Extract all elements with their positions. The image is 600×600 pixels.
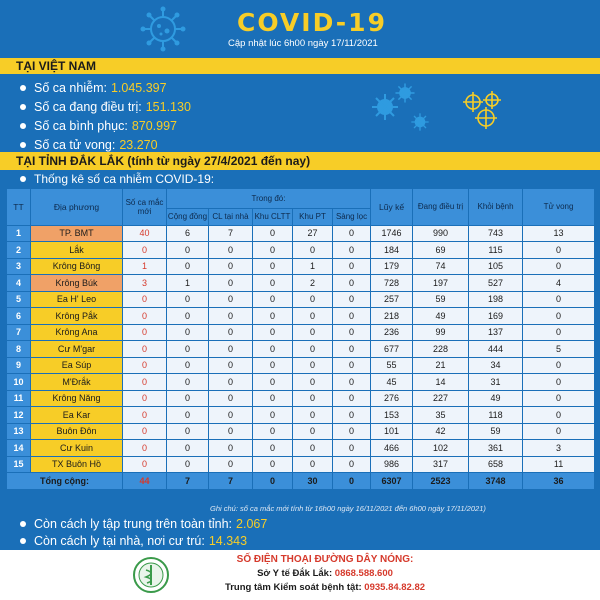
col-header-within: Trong đó: — [167, 189, 371, 209]
cell-pt: 0 — [293, 291, 333, 308]
total-screen: 0 — [333, 473, 371, 490]
col-header-deaths: Tử vong — [523, 189, 595, 226]
table-row — [7, 374, 595, 391]
cell-community: 0 — [167, 440, 209, 457]
cell-screen: 0 — [333, 341, 371, 358]
cell-cum: 45 — [371, 374, 413, 391]
quarantine-value: 14.343 — [208, 533, 248, 548]
cell-community: 0 — [167, 423, 209, 440]
row-place: Krông Ana — [31, 324, 123, 341]
cell-community: 0 — [167, 258, 209, 275]
cell-cl: 0 — [209, 291, 253, 308]
cell-community: 0 — [167, 407, 209, 424]
cell-rec: 31 — [469, 374, 523, 391]
cell-treat: 228 — [413, 341, 469, 358]
cell-rec: 59 — [469, 423, 523, 440]
cell-screen: 0 — [333, 440, 371, 457]
cell-community: 0 — [167, 456, 209, 473]
virus-icon — [410, 112, 430, 132]
total-cum: 6307 — [371, 473, 413, 490]
cell-cltt: 0 — [253, 374, 293, 391]
total-community: 7 — [167, 473, 209, 490]
table-row — [7, 440, 595, 457]
quarantine-home — [20, 532, 267, 549]
cell-cl: 0 — [209, 242, 253, 259]
header — [0, 0, 600, 58]
cell-screen: 0 — [333, 275, 371, 292]
cell-community: 0 — [167, 324, 209, 341]
cell-cum: 101 — [371, 423, 413, 440]
row-index: 3 — [7, 258, 31, 275]
col-header-new: Số ca mắc mới — [123, 189, 167, 226]
cell-treat: 49 — [413, 308, 469, 325]
cell-cum: 257 — [371, 291, 413, 308]
cell-new: 0 — [123, 440, 167, 457]
cell-community: 0 — [167, 341, 209, 358]
bullet-icon — [20, 104, 26, 110]
total-cl: 7 — [209, 473, 253, 490]
cell-death: 4 — [523, 275, 595, 292]
cell-death: 0 — [523, 390, 595, 407]
cell-cltt: 0 — [253, 390, 293, 407]
bullet-icon — [20, 85, 26, 91]
hotline-label: Sở Y tế Đắk Lắk: — [257, 568, 335, 579]
cell-cum: 276 — [371, 390, 413, 407]
cell-pt: 0 — [293, 440, 333, 457]
total-cltt: 0 — [253, 473, 293, 490]
virus-icon — [394, 82, 416, 104]
cell-rec: 444 — [469, 341, 523, 358]
cell-treat: 990 — [413, 225, 469, 242]
cell-treat: 102 — [413, 440, 469, 457]
cell-pt: 0 — [293, 456, 333, 473]
table-row — [7, 275, 595, 292]
cell-new: 0 — [123, 423, 167, 440]
row-index: 11 — [7, 390, 31, 407]
hotline-cdc — [200, 582, 450, 593]
cell-death: 0 — [523, 291, 595, 308]
cell-community: 0 — [167, 390, 209, 407]
cell-cltt: 0 — [253, 258, 293, 275]
quarantine-value: 2.067 — [236, 516, 268, 531]
cell-new: 0 — [123, 390, 167, 407]
cell-treat: 227 — [413, 390, 469, 407]
stat-recovered — [20, 116, 191, 135]
cell-cltt: 0 — [253, 440, 293, 457]
cell-screen: 0 — [333, 242, 371, 259]
cell-cl: 0 — [209, 390, 253, 407]
col-header-recovered: Khỏi bệnh — [469, 189, 523, 226]
cell-treat: 14 — [413, 374, 469, 391]
row-place: Ea Kar — [31, 407, 123, 424]
cell-cum: 986 — [371, 456, 413, 473]
row-place: Krông Búk — [31, 275, 123, 292]
cell-cl: 0 — [209, 374, 253, 391]
cell-death: 0 — [523, 242, 595, 259]
subtitle-text: Thống kê số ca nhiễm COVID-19: — [34, 172, 215, 186]
total-rec: 3748 — [469, 473, 523, 490]
cell-rec: 169 — [469, 308, 523, 325]
cell-death: 13 — [523, 225, 595, 242]
cell-pt: 0 — [293, 341, 333, 358]
col-header-cumulative: Lũy kế — [371, 189, 413, 226]
virus-icon — [458, 88, 508, 132]
cell-new: 0 — [123, 374, 167, 391]
row-place: Ea H' Leo — [31, 291, 123, 308]
table-row — [7, 258, 595, 275]
cell-new: 1 — [123, 258, 167, 275]
quarantine-label: Còn cách ly tại nhà, nơi cư trú: — [34, 533, 205, 548]
stat-label: Số ca đang điều trị: — [34, 99, 142, 114]
table-row — [7, 324, 595, 341]
hotline-number[interactable]: 0868.588.600 — [334, 568, 393, 579]
quarantine-label: Còn cách ly tập trung trên toàn tỉnh: — [34, 516, 233, 531]
row-place: TP. BMT — [31, 225, 123, 242]
table-row — [7, 357, 595, 374]
col-header-cl-tainha: CL tại nhà — [209, 209, 253, 226]
cell-cl: 0 — [209, 456, 253, 473]
cell-rec: 115 — [469, 242, 523, 259]
total-treat: 2523 — [413, 473, 469, 490]
cell-screen: 0 — [333, 423, 371, 440]
row-place: Krông Pắk — [31, 308, 123, 325]
bullet-icon — [20, 142, 26, 148]
cell-treat: 197 — [413, 275, 469, 292]
cell-cl: 0 — [209, 440, 253, 457]
total-pt: 30 — [293, 473, 333, 490]
quarantine-central — [20, 515, 267, 532]
cell-death: 0 — [523, 374, 595, 391]
cell-treat: 35 — [413, 407, 469, 424]
cell-cltt: 0 — [253, 275, 293, 292]
cell-community: 0 — [167, 374, 209, 391]
cell-rec: 198 — [469, 291, 523, 308]
hotline-number[interactable]: 0935.84.82.82 — [364, 582, 426, 593]
cell-new: 0 — [123, 341, 167, 358]
row-place: M'Đrắk — [31, 374, 123, 391]
cell-screen: 0 — [333, 390, 371, 407]
cell-pt: 0 — [293, 374, 333, 391]
cell-cum: 728 — [371, 275, 413, 292]
cell-rec: 49 — [469, 390, 523, 407]
stat-label: Số ca tử vong: — [34, 137, 116, 152]
cell-rec: 137 — [469, 324, 523, 341]
cell-rec: 658 — [469, 456, 523, 473]
cell-cltt: 0 — [253, 308, 293, 325]
cell-new: 0 — [123, 291, 167, 308]
col-header-tt: TT — [7, 189, 31, 226]
cell-cum: 218 — [371, 308, 413, 325]
cell-community: 0 — [167, 357, 209, 374]
update-timestamp: Cập nhật lúc 6h00 ngày 17/11/2021 — [228, 38, 378, 49]
cell-cl: 0 — [209, 308, 253, 325]
cell-new: 0 — [123, 357, 167, 374]
cell-screen: 0 — [333, 308, 371, 325]
col-header-treating: Đang điều trị — [413, 189, 469, 226]
table-row — [7, 291, 595, 308]
vietnam-stats — [20, 78, 191, 154]
cell-treat: 99 — [413, 324, 469, 341]
hotline-label: Trung tâm Kiểm soát bệnh tật: — [224, 582, 365, 593]
cell-death: 0 — [523, 308, 595, 325]
cell-cltt: 0 — [253, 423, 293, 440]
total-label: Tổng cộng: — [7, 473, 123, 490]
cell-rec: 105 — [469, 258, 523, 275]
cell-screen: 0 — [333, 407, 371, 424]
cell-new: 0 — [123, 456, 167, 473]
cell-cltt: 0 — [253, 456, 293, 473]
cell-rec: 361 — [469, 440, 523, 457]
table-row — [7, 225, 595, 242]
cell-screen: 0 — [333, 374, 371, 391]
row-index: 13 — [7, 423, 31, 440]
table-row — [7, 308, 595, 325]
row-place: Cư M'gar — [31, 341, 123, 358]
vietnam-heading: TẠI VIỆT NAM — [0, 58, 600, 74]
cell-new: 40 — [123, 225, 167, 242]
cell-treat: 42 — [413, 423, 469, 440]
table-row — [7, 407, 595, 424]
cell-cum: 153 — [371, 407, 413, 424]
hotline-title: SỐ ĐIỆN THOẠI ĐƯỜNG DÂY NÓNG: — [236, 554, 414, 565]
cell-cum: 184 — [371, 242, 413, 259]
hotline-footer — [0, 550, 600, 600]
cell-community: 1 — [167, 275, 209, 292]
row-place: TX Buôn Hồ — [31, 456, 123, 473]
cell-cum: 1746 — [371, 225, 413, 242]
cell-community: 0 — [167, 291, 209, 308]
cell-cltt: 0 — [253, 291, 293, 308]
cell-screen: 0 — [333, 456, 371, 473]
cell-cum: 179 — [371, 258, 413, 275]
row-index: 15 — [7, 456, 31, 473]
cell-new: 0 — [123, 308, 167, 325]
total-new: 44 — [123, 473, 167, 490]
cell-death: 0 — [523, 324, 595, 341]
cell-cltt: 0 — [253, 357, 293, 374]
virus-icon — [140, 6, 186, 52]
cell-pt: 0 — [293, 308, 333, 325]
cell-screen: 0 — [333, 258, 371, 275]
cell-cl: 0 — [209, 341, 253, 358]
stat-treating — [20, 97, 191, 116]
row-index: 7 — [7, 324, 31, 341]
cell-treat: 21 — [413, 357, 469, 374]
table-row — [7, 242, 595, 259]
row-index: 8 — [7, 341, 31, 358]
cell-cum: 55 — [371, 357, 413, 374]
cases-table — [6, 188, 594, 490]
cell-death: 0 — [523, 258, 595, 275]
row-index: 10 — [7, 374, 31, 391]
col-header-community: Cộng đồng — [167, 209, 209, 226]
cell-cltt: 0 — [253, 242, 293, 259]
cell-cum: 236 — [371, 324, 413, 341]
cell-pt: 0 — [293, 407, 333, 424]
stat-infected — [20, 78, 191, 97]
row-index: 5 — [7, 291, 31, 308]
cell-cl: 7 — [209, 225, 253, 242]
cell-cltt: 0 — [253, 225, 293, 242]
cell-cl: 0 — [209, 324, 253, 341]
cell-screen: 0 — [333, 225, 371, 242]
row-place: Cư Kuin — [31, 440, 123, 457]
row-place: Krông Bông — [31, 258, 123, 275]
table-subtitle — [20, 172, 214, 186]
cell-death: 0 — [523, 407, 595, 424]
cell-cl: 0 — [209, 357, 253, 374]
cell-screen: 0 — [333, 291, 371, 308]
bullet-icon — [20, 123, 26, 129]
cell-death: 5 — [523, 341, 595, 358]
health-department-logo-icon — [132, 556, 170, 594]
col-header-kh-pt: Khu PT — [293, 209, 333, 226]
total-row — [7, 473, 595, 490]
cell-pt: 0 — [293, 324, 333, 341]
stat-label: Số ca bình phục: — [34, 118, 128, 133]
cell-cum: 466 — [371, 440, 413, 457]
cell-treat: 69 — [413, 242, 469, 259]
cell-rec: 34 — [469, 357, 523, 374]
cell-community: 0 — [167, 242, 209, 259]
cell-cl: 0 — [209, 258, 253, 275]
row-place: Ea Súp — [31, 357, 123, 374]
footnote: Ghi chú: số ca mắc mới tính từ 16h00 ngày 16/11/2021 đến 6h00 ngày 17/11/2021) — [210, 504, 486, 513]
total-death: 36 — [523, 473, 595, 490]
cell-death: 0 — [523, 357, 595, 374]
cell-cltt: 0 — [253, 324, 293, 341]
hotline-health-dept — [200, 568, 450, 579]
stat-value: 151.130 — [145, 99, 191, 114]
table-row — [7, 423, 595, 440]
col-header-place: Địa phương — [31, 189, 123, 226]
row-index: 1 — [7, 225, 31, 242]
cell-pt: 0 — [293, 357, 333, 374]
cell-new: 0 — [123, 324, 167, 341]
cell-cl: 0 — [209, 275, 253, 292]
row-index: 14 — [7, 440, 31, 457]
cell-pt: 0 — [293, 390, 333, 407]
cell-treat: 74 — [413, 258, 469, 275]
bullet-icon — [20, 176, 26, 182]
row-place: Lắk — [31, 242, 123, 259]
cell-screen: 0 — [333, 324, 371, 341]
col-header-kh-cltt: Khu CLTT — [253, 209, 293, 226]
cell-cltt: 0 — [253, 341, 293, 358]
row-index: 9 — [7, 357, 31, 374]
cell-screen: 0 — [333, 357, 371, 374]
cell-pt: 27 — [293, 225, 333, 242]
cell-death: 11 — [523, 456, 595, 473]
col-header-screening: Sàng lọc — [333, 209, 371, 226]
cell-pt: 0 — [293, 242, 333, 259]
cell-cltt: 0 — [253, 407, 293, 424]
row-place: Buôn Đôn — [31, 423, 123, 440]
bullet-icon — [20, 521, 26, 527]
page-title: COVID-19 — [237, 8, 387, 37]
daklak-heading: TẠI TỈNH ĐẮK LẮK (tính từ ngày 27/4/2021 đến nay) — [0, 152, 600, 170]
cell-pt: 1 — [293, 258, 333, 275]
table-row — [7, 341, 595, 358]
cell-rec: 118 — [469, 407, 523, 424]
cell-treat: 317 — [413, 456, 469, 473]
row-index: 4 — [7, 275, 31, 292]
cell-new: 3 — [123, 275, 167, 292]
cell-treat: 59 — [413, 291, 469, 308]
stat-label: Số ca nhiễm: — [34, 80, 107, 95]
row-index: 2 — [7, 242, 31, 259]
table-row — [7, 456, 595, 473]
cell-rec: 743 — [469, 225, 523, 242]
bullet-icon — [20, 538, 26, 544]
cell-cl: 0 — [209, 407, 253, 424]
cell-pt: 0 — [293, 423, 333, 440]
table-row — [7, 390, 595, 407]
stat-value: 23.270 — [119, 137, 158, 152]
row-index: 12 — [7, 407, 31, 424]
cell-death: 3 — [523, 440, 595, 457]
cell-new: 0 — [123, 242, 167, 259]
stat-value: 1.045.397 — [110, 80, 167, 95]
cell-rec: 527 — [469, 275, 523, 292]
cell-community: 6 — [167, 225, 209, 242]
cell-new: 0 — [123, 407, 167, 424]
cell-cum: 677 — [371, 341, 413, 358]
row-index: 6 — [7, 308, 31, 325]
cell-community: 0 — [167, 308, 209, 325]
cell-death: 0 — [523, 423, 595, 440]
row-place: Krông Năng — [31, 390, 123, 407]
cell-cl: 0 — [209, 423, 253, 440]
quarantine-stats — [20, 515, 267, 549]
stat-value: 870.997 — [131, 118, 178, 133]
cell-pt: 2 — [293, 275, 333, 292]
